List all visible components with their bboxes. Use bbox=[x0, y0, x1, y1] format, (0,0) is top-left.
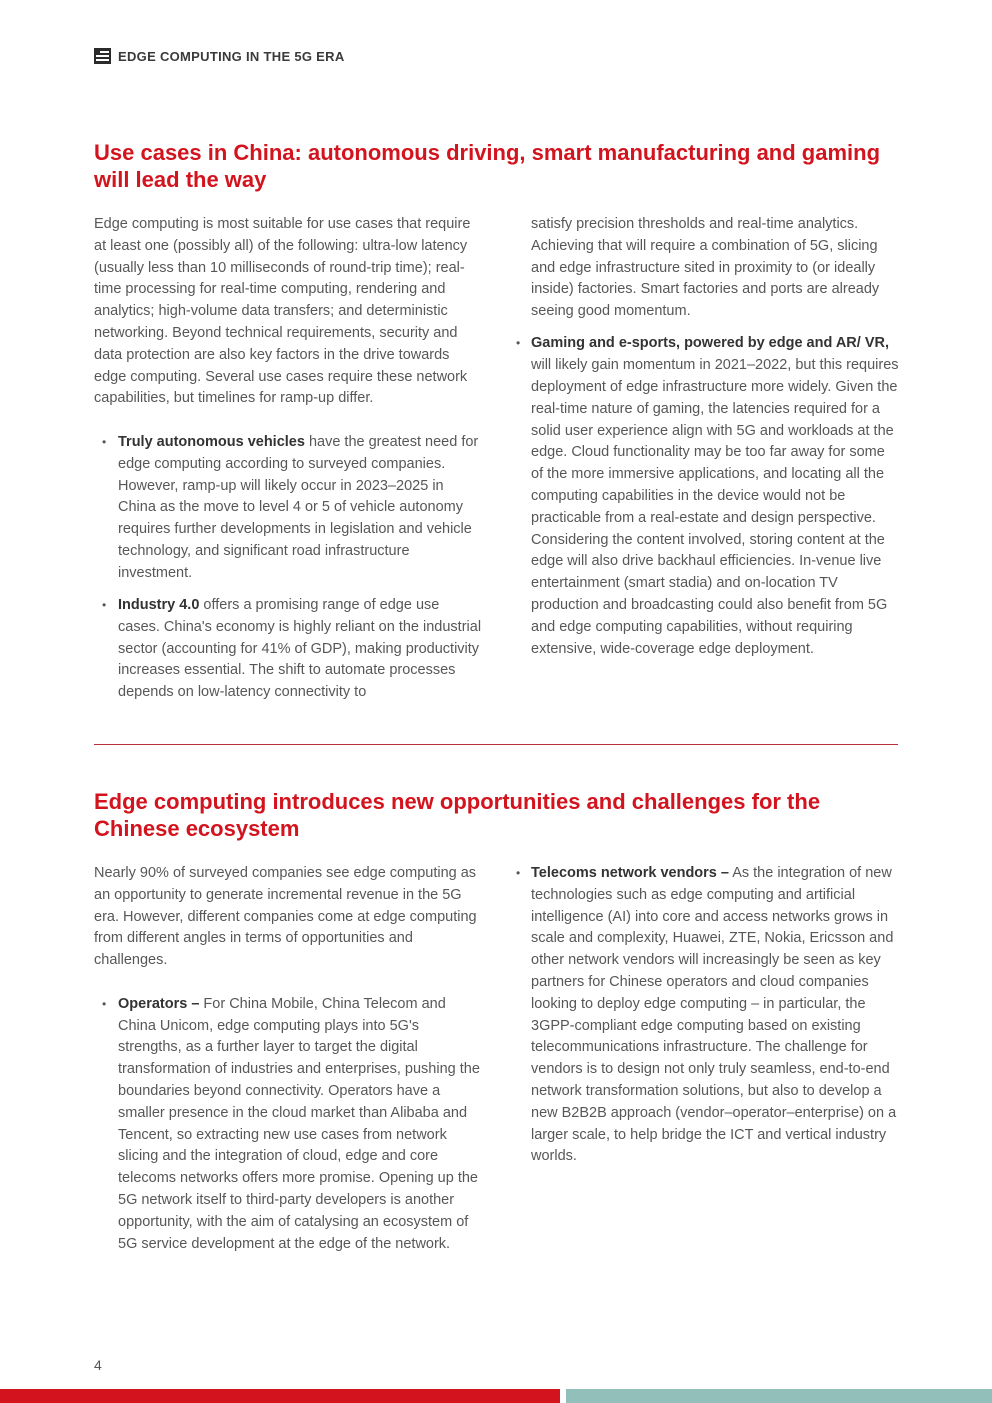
header-title: EDGE COMPUTING IN THE 5G ERA bbox=[118, 48, 345, 64]
section2-left-bullets bbox=[94, 994, 484, 1256]
section2-left-column bbox=[94, 863, 484, 1266]
section2-right-column bbox=[515, 863, 899, 1179]
section1-intro: Edge computing is most suitable for use cases that require at least one (possibly all) of the following: ultra-low latency (usually less than 10 milliseconds of round-trip time); real-time processing for real-time computing, rendering and analytics; high-volume data transfers; and deterministic networking. Beyond technical requirements, security and data protection are also key factors in the drive towards edge computing. Several use cases require these network capabilities, but timelines for ramp-up differ. bbox=[94, 216, 471, 407]
section-title-use-cases: Use cases in China: autonomous driving, smart manufacturing and gaming will lead the way bbox=[94, 140, 881, 192]
bullet-operators bbox=[94, 994, 484, 1256]
page-number: 4 bbox=[94, 1357, 102, 1373]
bullet-gaming-esports bbox=[515, 333, 899, 660]
footer-bar-teal bbox=[566, 1389, 992, 1403]
section-title-opportunities: Edge computing introduces new opportunities and challenges for the Chinese ecosystem bbox=[94, 789, 821, 841]
bullet-lead: Truly autonomous vehicles bbox=[118, 433, 305, 450]
section1-right-column bbox=[515, 214, 899, 671]
bullet-lead: Telecoms network vendors – bbox=[531, 865, 729, 881]
section2-intro: Nearly 90% of surveyed companies see edge computing as an opportunity to generate incremental revenue in the 5G era. However, different companies come at edge computing from different angles in terms of opportunities and challenges. bbox=[94, 865, 477, 969]
bullet-network-vendors bbox=[515, 863, 899, 1168]
bullet-industry-4 bbox=[94, 595, 484, 704]
bullet-text: As the integration of new technologies such as edge computing and artificial intelligence (AI) into core and access networks grows in scale and complexity, Huawei, ZTE, Nokia, Ericsson and other network vendors will increasingly be seen as key partners for Chinese operators and cloud companies looking to deploy edge computing – in particular, the 3GPP-compliant edge computing based on existing telecommunications infrastructure. The challenge for vendors is to design not only truly seamless, end-to-end network transformation solutions, but also to develop a new B2B2B approach (vendor–operator–enterprise) on a larger scale, to help bridge the ICT and vertical industry worlds. bbox=[531, 865, 897, 1165]
page-header bbox=[94, 48, 345, 64]
bullet-text: have the greatest need for edge computing according to surveyed companies. However, ramp-up will likely occur in 2023–2025 in China as the move to level 4 or 5 of vehicle autonomy requires further developments in legislation and vehicle technology, and significant road infrastructure investment. bbox=[118, 433, 479, 581]
section1-left-column bbox=[94, 214, 484, 715]
section-divider bbox=[94, 744, 898, 745]
bullet-text: offers a promising range of edge use cases. China's economy is highly reliant on the industrial sector (accounting for 41% of GDP), making productivity increases essential. The shift to automate processes depends on low-latency connectivity to bbox=[118, 597, 482, 701]
bullet-lead: Operators – bbox=[118, 995, 200, 1012]
bullet-autonomous-vehicles bbox=[94, 432, 484, 585]
bullet-text: will likely gain momentum in 2021–2022, but this requires deployment of edge infrastructure more widely. Given the real-time nature of gaming, the latencies required for a solid user experience align with 5G and workloads at the edge. Cloud functionality may be too far away for some of the more immersive applications, and locating all the computing capabilities in the device would not be practicable from a real-estate and design perspective. Considering the content involved, storing content at the edge will also drive backhaul efficiencies. In-venue live entertainment (smart stadia) and on-location TV production and broadcasting could also benefit from 5G and edge computing capabilities, without requiring extensive, wide-coverage edge deployment. bbox=[531, 357, 899, 657]
document-stack-icon bbox=[94, 48, 111, 64]
section1-bullet-list bbox=[94, 432, 484, 704]
footer-bar-red bbox=[0, 1389, 560, 1403]
bullet-lead: Gaming and e-sports, powered by edge and AR/ VR, bbox=[531, 335, 889, 352]
bullet-lead: Industry 4.0 bbox=[118, 597, 200, 614]
section2-right-bullets bbox=[515, 863, 899, 1168]
industry-continuation: satisfy precision thresholds and real-time analytics. Achieving that will require a combination of 5G, slicing and edge infrastructure sited in proximity to (or ideally inside) factories. Smart factories and ports are already seeing good momentum. bbox=[531, 216, 880, 320]
bullet-text: For China Mobile, China Telecom and China Unicom, edge computing plays into 5G's strengths, as a further layer to target the digital transformation of industries and enterprises, pushing the boundaries beyond connectivity. Operators have a smaller presence in the cloud market than Alibaba and Tencent, so extracting new use cases from network slicing and the integration of cloud, edge and core telecoms networks offers more promise. Opening up the 5G network itself to third-party developers is another opportunity, with the aim of catalysing an ecosystem of 5G service development at the edge of the network. bbox=[118, 995, 480, 1252]
section1-right-bullets bbox=[515, 333, 899, 660]
